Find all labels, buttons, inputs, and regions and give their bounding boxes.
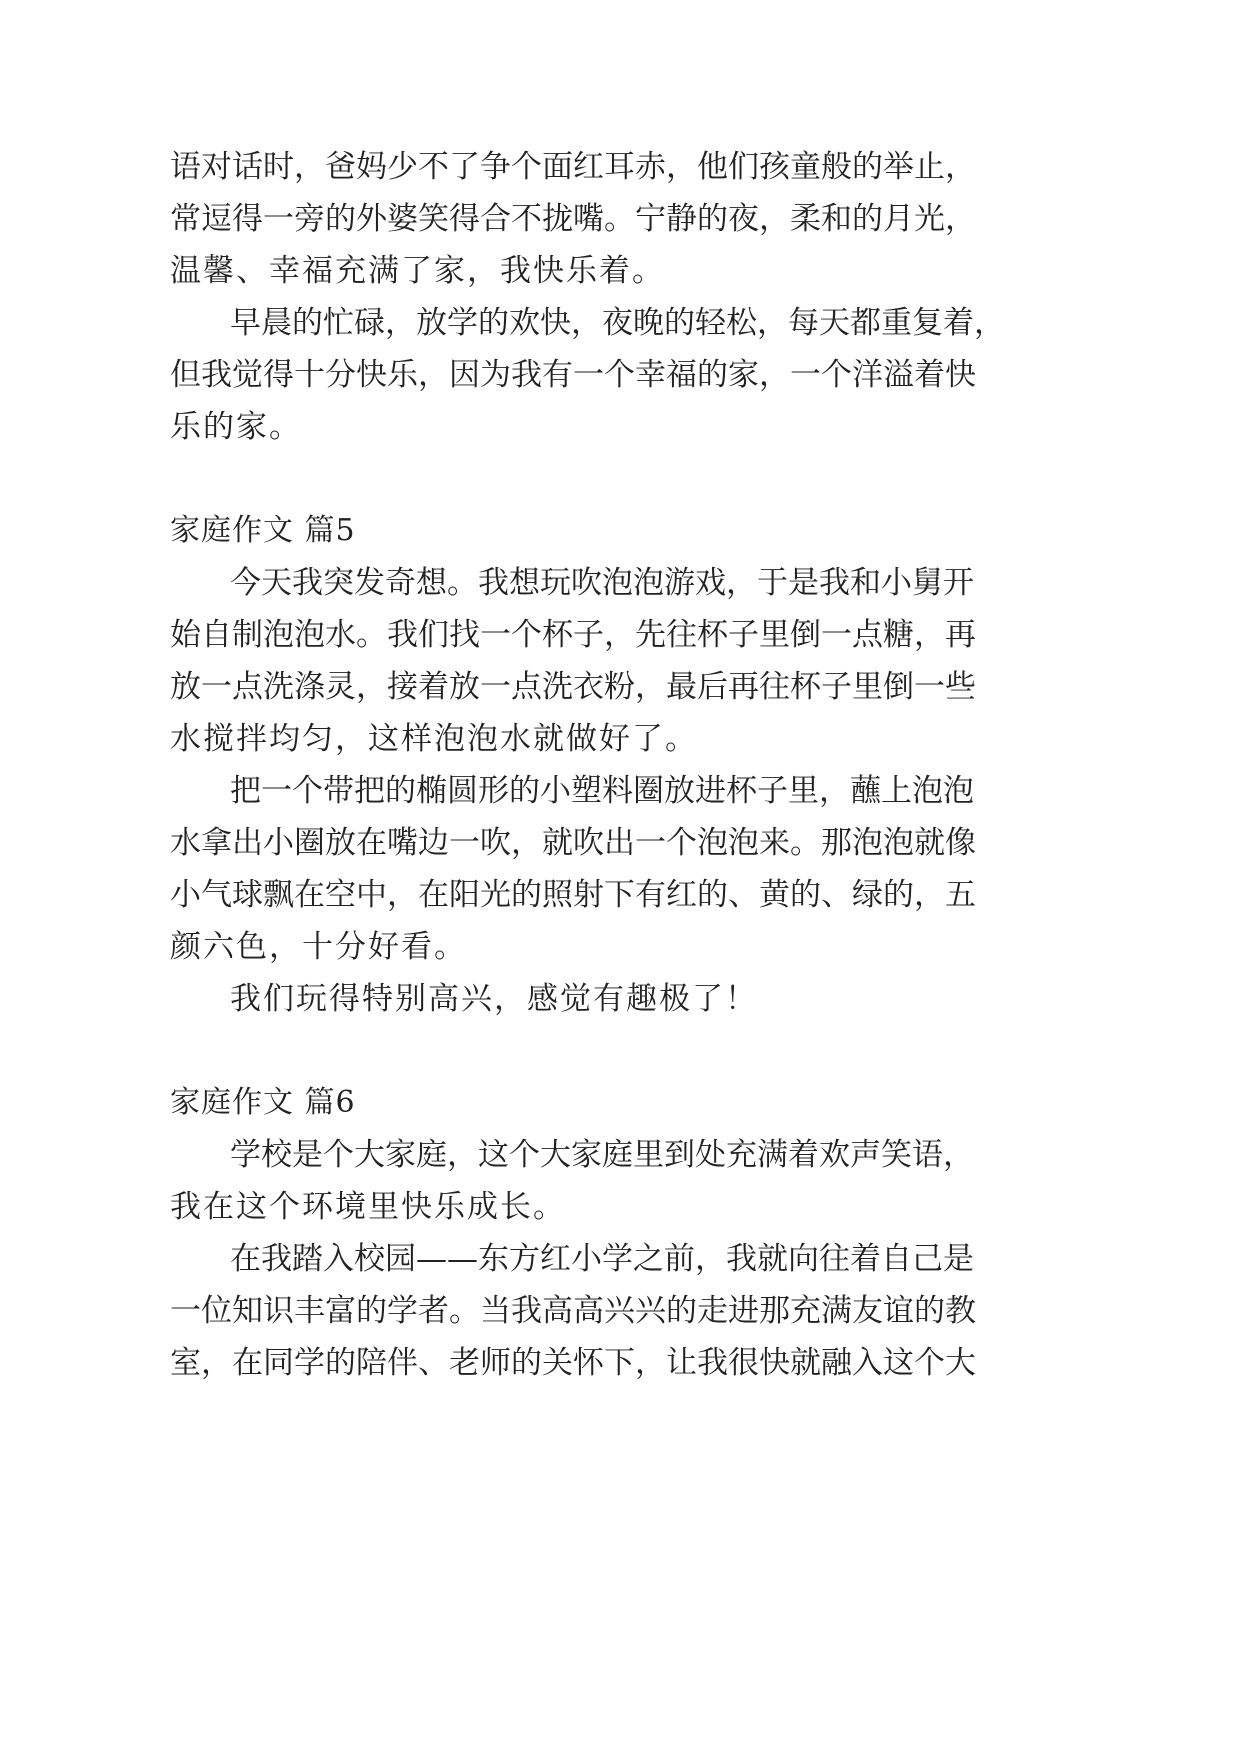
body-line: 语 对 话 时 ， 爸 妈 少 不 了 争 个 面 红 耳 赤 ， 他 们 孩 童 般 的 举 止 ， — [170, 149, 976, 185]
body-line: 但 我 觉 得 十 分 快 乐 ， 因 为 我 有 一 个 幸 福 的 家 ， 一 个 洋 溢 着 快 — [170, 357, 976, 393]
body-line: 颜六色，十分好看。 — [170, 929, 467, 965]
body-line: 学 校 是 个 大 家 庭 ， 这 个 大 家 庭 里 到 处 充 满 着 欢 声 笑 语 ， — [230, 1137, 974, 1173]
body-line: 水搅拌均匀，这样泡泡水就做好了。 — [170, 721, 698, 757]
section-heading: 家庭作文 篇5 — [170, 513, 356, 548]
body-line: 乐的家。 — [170, 409, 302, 445]
body-line: 今 天 我 突 发 奇 想 。 我 想 玩 吹 泡 泡 游 戏 ， 于 是 我 和 小 舅 开 — [230, 565, 974, 601]
body-line: 小 气 球 飘 在 空 中 ， 在 阳 光 的 照 射 下 有 红 的 、 黄 的 、 绿 的 ， 五 — [170, 877, 976, 913]
body-line: 常 逗 得 一 旁 的 外 婆 笑 得 合 不 拢 嘴 。 宁 静 的 夜 ， 柔 和 的 月 光 ， — [170, 201, 976, 237]
body-line: 把 一 个 带 把 的 椭 圆 形 的 小 塑 料 圈 放 进 杯 子 里 ， 蘸 上 泡 泡 — [230, 773, 974, 809]
body-line: 放 一 点 洗 涤 灵 ， 接 着 放 一 点 洗 衣 粉 ， 最 后 再 往 杯 子 里 倒 一 些 — [170, 669, 976, 705]
body-line: 在 我 踏 入 校 园 — — 东 方 红 小 学 之 前 ， 我 就 向 往 着 自 己 是 — [230, 1241, 974, 1277]
body-line: 室 ， 在 同 学 的 陪 伴 、 老 师 的 关 怀 下 ， 让 我 很 快 就 融 入 这 个 大 — [170, 1345, 976, 1381]
body-line: 水 拿 出 小 圈 放 在 嘴 边 一 吹 ， 就 吹 出 一 个 泡 泡 来 。 那 泡 泡 就 像 — [170, 825, 976, 861]
body-line: 我们玩得特别高兴，感觉有趣极了！ — [230, 981, 758, 1017]
body-line: 我在这个环境里快乐成长。 — [170, 1189, 566, 1225]
body-line: 一 位 知 识 丰 富 的 学 者 。 当 我 高 高 兴 兴 的 走 进 那 充 满 友 谊 的 教 — [170, 1293, 976, 1329]
body-line: 温馨、幸福充满了家，我快乐着。 — [170, 253, 665, 289]
body-line: 早 晨 的 忙 碌 ， 放 学 的 欢 快 ， 夜 晚 的 轻 松 ， 每 天 都 重 复 着 ， — [230, 305, 1005, 341]
body-line: 始 自 制 泡 泡 水 。 我 们 找 一 个 杯 子 ， 先 往 杯 子 里 倒 一 点 糖 ， 再 — [170, 617, 976, 653]
section-heading: 家庭作文 篇6 — [170, 1085, 356, 1120]
